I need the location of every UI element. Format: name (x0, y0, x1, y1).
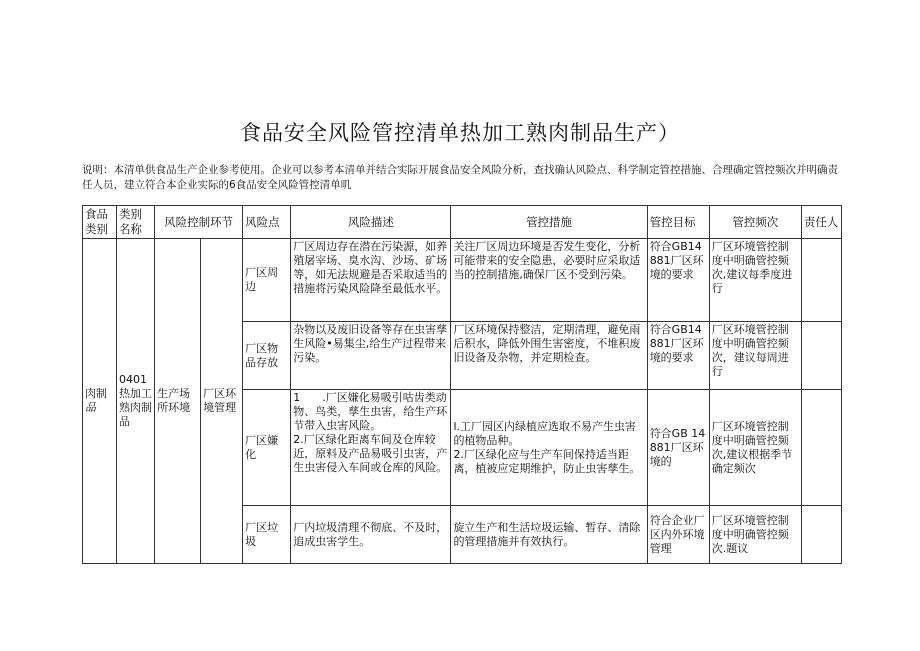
risk-point-cell: 厂区物品存放 (243, 322, 291, 390)
risk-desc-cell (291, 390, 451, 506)
header-food-category: 食品类别 (83, 206, 117, 239)
responsible-cell (801, 390, 841, 506)
food-category-cell (83, 239, 117, 564)
target-cell: 符合GB 14881厂区环境的 (647, 390, 709, 506)
target-cell: 符合GB14881厂区环境的要求 (647, 239, 709, 322)
risk-desc-line: 1 .厂区嫌化易吸引咕齿类动物、鸟类，孳生虫害，给生产环节带入虫害风险。 (293, 391, 448, 432)
responsible-cell (801, 322, 841, 390)
table-row (83, 239, 842, 322)
risk-desc-line: 2.厂区绿化距离车间及仓库较近，原料及产品易吸引虫害，产生虫害侵入车间或仓库的风险。 (293, 433, 448, 474)
risk-point-cell: 厂区嫌化 (243, 390, 291, 506)
measures-cell: 厂区环境保持整洁，定期清理，避免雨后积水，降低外围生害密度，不堆积废旧设备及杂物，并定期检查。 (451, 322, 647, 390)
food-category-text-italic: 品 (85, 401, 96, 414)
header-risk-desc: 风险描述 (291, 206, 451, 239)
risk-link-main-cell: 生产场所环境 (155, 239, 201, 564)
risk-control-table (82, 205, 842, 564)
risk-desc-cell: 杂物以及废旧设备等存在虫害孳生风险•易集尘,给生产过程带来污染。 (291, 322, 451, 390)
header-measures: 管控措施 (451, 206, 647, 239)
target-cell: 符合企业厂区内外环境管理 (647, 506, 709, 564)
document-title: 食品安全风险管控清单热加工熟肉制品生产） (240, 121, 680, 145)
target-cell: 符合GB14881厂区环境的要求 (647, 322, 709, 390)
measures-cell: 关注厂区周边环境是否发生变化，分析可能带来的安全隐患，必要时应采取适当的控制措施,确保厂区不受到污染。 (451, 239, 647, 322)
measures-line: l.工厂园区内绿植应选取不易产生虫害的植物品种。 (453, 419, 636, 447)
header-target: 管控目标 (647, 206, 709, 239)
header-category-name: 类别名称 (117, 206, 155, 239)
risk-desc-cell: 厂区周边存在潜在污染源，如养殖屠宰场、臭水沟、沙场、矿场等，如无法规避是否采取适当的措施将污染风险降至最低水平。 (291, 239, 451, 322)
risk-desc-cell: 厂内垃圾清理不彻底、不及时，追成虫害学生。 (291, 506, 451, 564)
risk-link-sub-cell: 厂区环境管理 (201, 239, 243, 564)
measures-line: 2.厂区绿化应与生产车间保持适当距离，植被应定期维护，防止虫害孳生。 (453, 447, 641, 475)
measures-cell: 旋立生产和生活垃圾运输、暂存、清除的管理措施并有效执行。 (451, 506, 647, 564)
header-frequency: 管控频次 (709, 206, 801, 239)
category-name-cell: 0401热加工熟肉制品 (117, 239, 155, 564)
frequency-cell: 厂区环境管控制度中明确管控频次.题议 (709, 506, 801, 564)
frequency-cell: 厂区环境管控制度中明确管控频次，建议每周进行 (709, 322, 801, 390)
header-risk-link: 风险控制环节 (155, 206, 243, 239)
frequency-cell: 厂区环境管控制度中明确管控频次,建议每季度进行 (709, 239, 801, 322)
document-intro: 说明：本清单供食品生产企业参考使用。企业可以参考本清单并结合实际开展食品安全风险分析，查找确认风险点、科学制定管控措施、合理确定管控频次并明确责任人员，建立符合本企业实际的6食品安全风险管控清单叽 (82, 164, 838, 191)
frequency-cell: 厂区环境管控制度中明确管控频次,建议根据季节确定频次 (709, 390, 801, 506)
responsible-cell (801, 506, 841, 564)
food-category-text: 肉制 (85, 387, 107, 400)
measures-cell (451, 390, 647, 506)
risk-point-cell: 厂区垃圾 (243, 506, 291, 564)
header-responsible: 责任人 (801, 206, 841, 239)
risk-point-cell: 厂区周边 (243, 239, 291, 322)
header-risk-point: 风险点 (243, 206, 291, 239)
table-header-row (83, 206, 842, 239)
responsible-cell (801, 239, 841, 322)
